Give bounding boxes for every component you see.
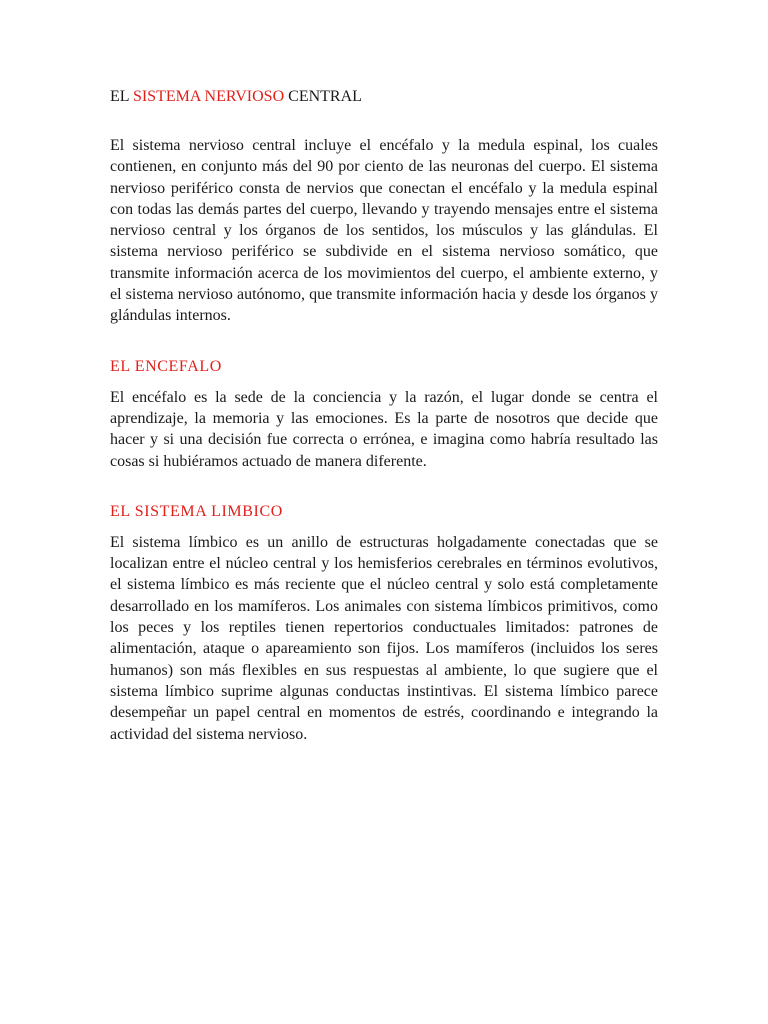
document-title (110, 86, 658, 108)
intro-paragraph: El sistema nervioso central incluye el encéfalo y la medula espinal, los cuales contienen, en conjunto más del 90 por ciento de las neuronas del cuerpo. El sistema nervioso periférico consta de nervios que conectan el encéfalo y la medula espinal con todas las demás partes del cuerpo, llevando y trayendo mensajes entre el sistema nervioso central y los órganos de los sentidos, los músculos y las glándulas. El sistema nervioso periférico se subdivide en el sistema nervioso somático, que transmite información acerca de los movimientos del cuerpo, el ambiente externo, y el sistema nervioso autónomo, que transmite información hacia y desde los órganos y glándulas internos. (110, 137, 658, 325)
title-prefix: EL (110, 88, 129, 105)
encefalo-paragraph: El encéfalo es la sede de la conciencia y la razón, el lugar donde se centra el aprendizaje, la memoria y las emociones. Es la parte de nosotros que decide que hacer y si una decisión fue correcta o errónea, e imagina como habría resultado las cosas si hubiéramos actuado de manera diferente. (110, 388, 658, 470)
title-highlight: SISTEMA NERVIOSO (132, 88, 285, 105)
section-heading-encefalo: EL ENCEFALO (110, 357, 222, 375)
title-suffix: CENTRAL (288, 88, 362, 105)
section-heading-sistema-limbico: EL SISTEMA LIMBICO (110, 502, 283, 520)
sistema-limbico-paragraph: El sistema límbico es un anillo de estructuras holgadamente conectadas que se localizan entre el núcleo central y los hemisferios cerebrales en términos evolutivos, el sistema límbico es más reciente que el núcleo central y solo está completamente desarrollado en los mamíferos. Los animales con sistema límbicos primitivos, como los peces y los reptiles tienen repertorios conductuales limitados: patrones de alimentación, ataque o apareamiento son fijos. Los mamíferos (incluidos los seres humanos) son más flexibles en sus respuestas al ambiente, lo que sugiere que el sistema límbico suprime algunas conductas instintivas. El sistema límbico parece desempeñar un papel central en momentos de estrés, coordinando e integrando la actividad del sistema nervioso. (110, 533, 658, 743)
document-page (110, 86, 658, 745)
